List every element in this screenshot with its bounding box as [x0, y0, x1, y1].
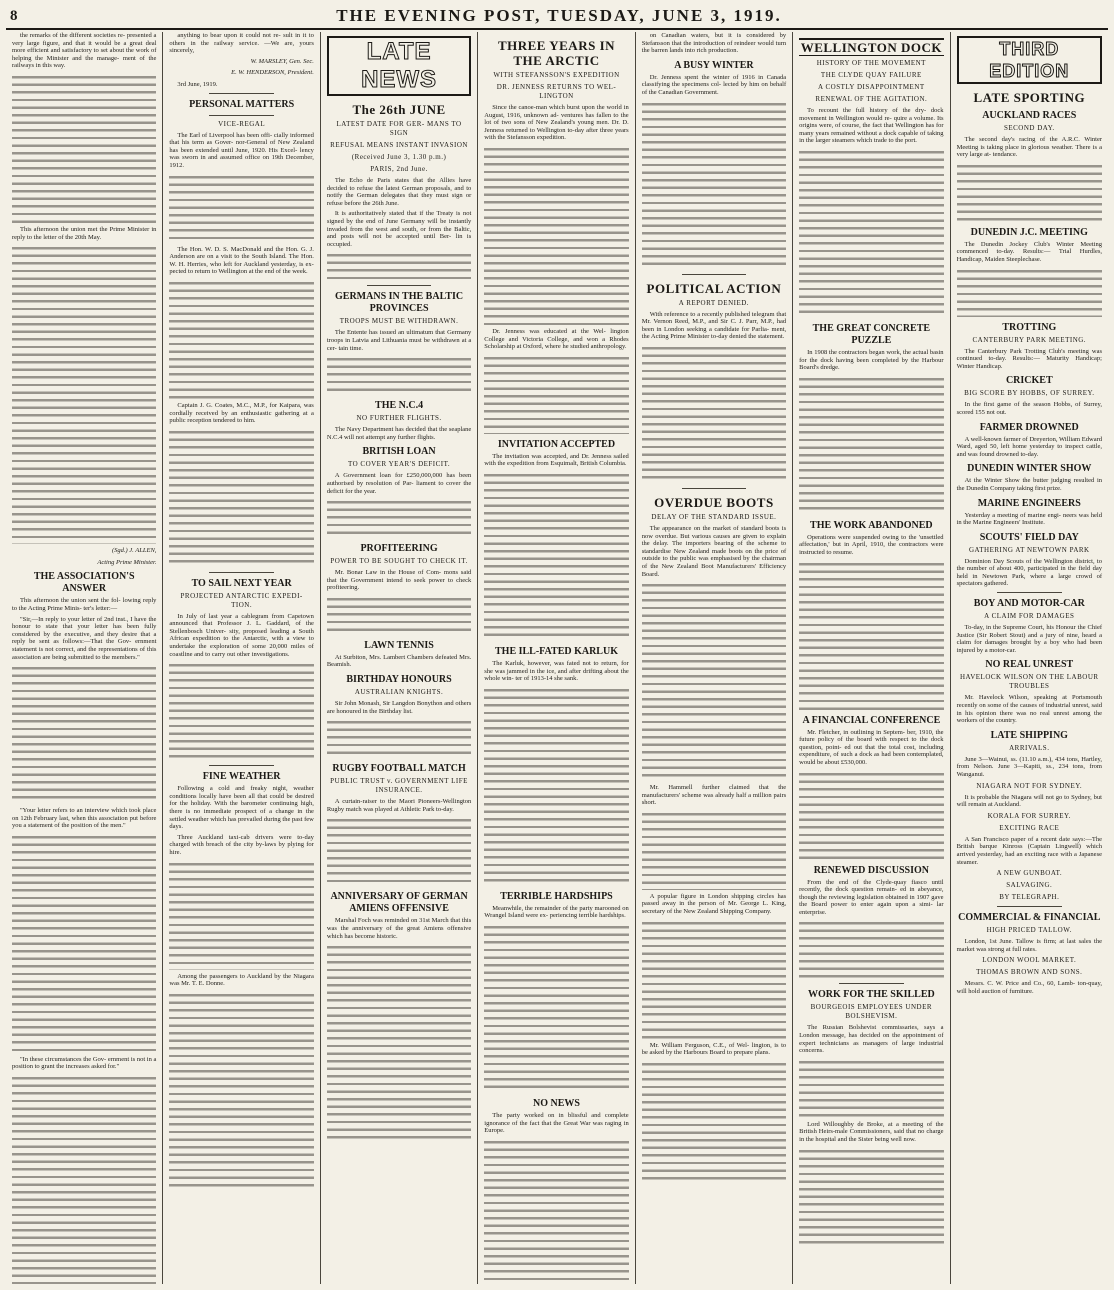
headline-fine-weather: FINE WEATHER	[202, 771, 281, 783]
subheading-refusal: REFUSAL MEANS INSTANT INVASION	[330, 141, 468, 149]
text-block	[327, 498, 471, 538]
article-text: Captain J. G. Coates, M.C., M.P., for Kaipara, was cordially received by an enthusiastic gathering at a public reception tendered to him.	[169, 401, 314, 425]
article-text: A well-known farmer of Dreyerton, William Edward Ward, aged 50, left home yesterday to inspect cattle, and was found drowned to-day.	[956, 435, 1102, 458]
headline-farmer-drowned: FARMER DROWNED	[979, 421, 1079, 433]
article-text: With reference to a recently published telegram that Mr. Vernon Reed, M.P., and Sir C. J. Parr, M.P., had been in London seeking a candidate for Parlia- ment, the Acting Prime Minister to-day denied the statement.	[641, 310, 787, 341]
article-text: Messrs. C. W. Price and Co., 60, Lamb- ton-quay, will hold auction of furniture.	[956, 980, 1102, 995]
headline-rugby: RUGBY FOOTBALL MATCH	[332, 763, 466, 775]
article-text: In the first game of the season Hobbs, of Surrey, scored 155 not out.	[956, 401, 1102, 416]
divider	[209, 115, 273, 116]
text-block	[799, 148, 943, 318]
subheading-bourgeois: BOURGEOIS EMPLOYEES UNDER BOLSHEVISM.	[810, 1003, 933, 1021]
article-text: Since the canoe-man which burst upon the world in August, 1916, unknown ad- ventures has fallen to the lot of two sons of New Zealand's young men. Dr. D. Jenness returned to Wellington to-day after three years with the Stefansson expedition.	[484, 104, 629, 142]
headline-no-news: NO NEWS	[533, 1097, 580, 1109]
article-text: A San Francisco paper of a recent date says:—The British barque Kinross (Captain Lingwell) which arrived yesterday, had an exciting race with a Japanese steamer.	[956, 835, 1102, 866]
subheading-hobbs: BIG SCORE BY HOBBS, OF SURREY.	[964, 389, 1095, 398]
headline-personal-matters: PERSONAL MATTERS	[189, 98, 295, 110]
headline-trotting: TROTTING	[1002, 321, 1057, 333]
subheading-latest-date: LATEST DATE FOR GER- MANS TO SIGN	[336, 120, 462, 137]
headline-work-abandoned: THE WORK ABANDONED	[810, 519, 933, 531]
column-3	[321, 32, 478, 1284]
article-text: Dr. Jenness was educated at the Wel- lington College and Victoria College, and won a Rhodes Scholarship at Oxford, where he studied anthropology.	[484, 327, 629, 351]
headline-nc4: THE N.C.4	[375, 400, 424, 412]
divider	[997, 592, 1062, 593]
subheading-knights: AUSTRALIAN KNIGHTS.	[354, 688, 444, 697]
article-text: To recount the full history of the dry- dock movement in Wellington would re- quire a volume. Its origins were, of course, the fact that Wellington has for many years remained without a dock capable of taking in the larger steamers which trade to the port.	[799, 107, 944, 145]
divider	[209, 93, 273, 94]
text-block	[327, 251, 471, 281]
article-text: Mr. Bonar Law in the House of Com- mons said that the Government intend to seek power to check profiteering.	[326, 569, 472, 592]
subheading-canterbury: CANTERBURY PARK MEETING.	[972, 335, 1087, 344]
article-text: Lord Willoughby de Broke, at a meeting of the British Heirs-male Commissioners, said that no charge in the hospital and the Sister being well now.	[799, 1120, 944, 1144]
subheading-no-flights: NO FURTHER FLIGHTS.	[356, 414, 442, 423]
subheading-vice-regal: VICE-REGAL	[218, 119, 266, 128]
signature-role: Acting Prime Minister.	[97, 558, 157, 566]
column-7	[951, 32, 1108, 1284]
article-text: the remarks of the different societies re- presented a very large figure, and that it would be a great deal more efficient and satisfactory to set about the work of helping the Minister and the manage- ment of the railways in this way.	[12, 32, 157, 70]
headline-late-shipping: LATE SHIPPING	[990, 729, 1068, 741]
subheading-niagara: NIAGARA NOT FOR SYDNEY.	[976, 781, 1083, 790]
text-block	[12, 664, 156, 804]
text-block	[169, 991, 313, 1191]
article-text: Mr. Havelock Wilson, speaking at Portsmouth recently on some of the causes of industrial unrest, said in his opinion there was no real unrest among the workers of the country.	[956, 694, 1102, 725]
subheading-exciting-race: EXCITING RACE	[999, 823, 1060, 832]
article-text: From the end of the Clyde-quay fiasco until recently, the dock question remain- ed in abeyance, though the reviewing legislation obtained in 1907 gave the Board power to enter again upon a simi- lar enterprise.	[799, 878, 944, 916]
divider	[682, 488, 746, 489]
subheading-havelock: HAVELOCK WILSON ON THE LABOUR TROUBLES	[960, 673, 1099, 691]
article-text: Mr. William Ferguson, C.E., of Wel- lington, is to be asked by the Harbours Board to prepare plans.	[641, 1041, 787, 1057]
article-text: Yesterday a meeting of marine engi- neers was held in the Marine Engineers' Institute.	[956, 511, 1102, 527]
article-text: In 1908 the contractors began work, the actual basin for the dock having been completed by the Harbour Board's dredge.	[799, 348, 944, 372]
article-text: "Your letter refers to an interview which took place on 12th February last, when this association put before you a statement of the position of the men."	[12, 807, 157, 830]
subheading-history: HISTORY OF THE MOVEMENT	[816, 59, 926, 67]
article-text: It is probable the Niagara will not go to Sydney, but will remain at Auckland.	[956, 793, 1102, 809]
column-6	[793, 32, 950, 1284]
text-block	[799, 1147, 943, 1247]
headline-wellington-dock: WELLINGTON DOCK	[800, 40, 942, 55]
column-5	[636, 32, 793, 1284]
text-block	[642, 919, 786, 1039]
subheading-korala: KORALA FOR SURREY.	[987, 811, 1071, 820]
subheading-arrivals: ARRIVALS.	[1009, 743, 1050, 752]
text-block	[327, 816, 471, 886]
article-text: A curtain-raiser to the Maori Pioneers-Wellington Rugby match was played at Athletic Park to-day.	[326, 798, 472, 813]
subheading-troops: TROOPS MUST BE WITHDRAWN.	[339, 317, 459, 326]
text-block	[799, 770, 943, 860]
text-block	[327, 718, 471, 758]
article-text: "In these circumstances the Gov- ernment is not in a position to grant the increases asked for."	[12, 1055, 157, 1071]
headline-birthday-honours: BIRTHDAY HONOURS	[346, 674, 452, 686]
article-text: Sir John Monash, Sir Langdon Bonython and others are honoured in the Birthday list.	[326, 700, 472, 715]
subheading-jenness: DR. JENNESS RETURNS TO WEL- LINGTON	[496, 83, 617, 100]
cable-credit: (Received June 3, 1.30 p.m.)	[351, 153, 447, 161]
third-edition-banner: THIRD EDITION	[957, 36, 1102, 84]
article-text: anything to bear upon it could not re- sult in it to others in the railway service. —We are, yours sincerely,	[169, 32, 314, 55]
subheading-tallow: HIGH PRICED TALLOW.	[986, 926, 1072, 935]
text-block	[642, 810, 786, 890]
late-news-banner: LATE NEWS	[327, 36, 471, 96]
headline-hardships: TERRIBLE HARDSHIPS	[500, 890, 613, 902]
subheading-wool: LONDON WOOL MARKET.	[982, 956, 1077, 965]
article-text: The Karluk, however, was fated not to return, for she was jammed in the ice, and after drifting about the whole win- ter of 1913-14 she sank.	[484, 659, 629, 683]
article-text: In July of last year a cablegram from Capetown announced that Professor J. L. Gaddard, of the Stellenbosch Univer- sity, proposed leading a South African expedition to the Antarctic, with a view to undertake the exploration of some 20,000 miles of coastline and to carry out other investigations.	[169, 612, 314, 658]
masthead	[6, 4, 1108, 30]
headline-profiteering: PROFITEERING	[360, 543, 438, 555]
text-block	[12, 73, 156, 223]
article-text: A Government loan for £250,000,000 has been authorised by resolution of Par- liament to cover the deficit for the year.	[326, 472, 472, 495]
text-block	[799, 560, 943, 710]
text-block	[169, 173, 313, 243]
divider	[997, 906, 1062, 907]
text-block	[12, 833, 156, 1053]
subheading-gunboat: A NEW GUNBOAT.	[996, 869, 1063, 878]
article-text: Dominion Day Scouts of the Wellington district, to the number of about 400, participated in the field day held in Newtown Park, where a large crowd of spectators gathered.	[956, 557, 1102, 588]
signature: W. MARSLEY, Gen. Sec.	[250, 57, 314, 65]
subheading-claim: A CLAIM FOR DAMAGES	[984, 612, 1075, 621]
subheading-costly: A COSTLY DISAPPOINTMENT	[818, 83, 925, 91]
article-text: Operations were suspended owing to the 'unsettled affectation,' but in April, 1910, the contractors were instructed to resume.	[799, 533, 944, 556]
article-text: The Entente has issued an ultimatum that Germany troops in Latvia and Lithuania must be withdrawn at a cer- tain time.	[326, 329, 472, 352]
headline-three-years-arctic: THREE YEARS IN THE ARCTIC	[497, 38, 616, 68]
headline-germans-baltic: GERMANS IN THE BALTIC PROVINCES	[335, 291, 464, 315]
article-text: To-day, in the Supreme Court, his Honour the Chief Justice (Sir Robert Stout) and a jury of nine, heard a claim for damages brought by a boy who had been injured by a motor-car.	[956, 624, 1102, 654]
newspaper-title: THE EVENING POST, TUESDAY, JUNE 3, 1919.	[336, 6, 782, 25]
column-4	[478, 32, 635, 1284]
text-block	[642, 100, 786, 270]
text-block	[484, 471, 628, 641]
article-text: London, 1st June. Tallow is firm; at last sales the market was strong at full rates.	[956, 938, 1102, 953]
headline-invitation: INVITATION ACCEPTED	[497, 438, 616, 450]
article-text: Following a cold and freaky night, weather conditions locally have been all that could be desired for the holiday. With the barometer continuing high, there is no immediate prospect of a change in the settled weather which has prevailed during the past few days.	[169, 785, 314, 831]
text-block	[484, 145, 628, 325]
article-text: Meanwhile, the remainder of the party marooned on Wrangel Island were ex- periencing terrible hardships.	[484, 904, 629, 920]
text-block	[642, 581, 786, 781]
subheading-public-trust: PUBLIC TRUST v. GOVERNMENT LIFE INSURANCE.	[330, 777, 468, 795]
text-block	[484, 1138, 628, 1284]
article-text: The Dunedin Jockey Club's Winter Meeting commenced to-day. Results:— Trial Hurdles, Handicap, Maiden Steeplechase.	[956, 240, 1102, 263]
text-block	[12, 1074, 156, 1284]
divider	[839, 983, 903, 984]
column-1	[6, 32, 163, 1284]
signature-role: E. W. HENDERSON, President.	[231, 69, 314, 77]
article-text: The second day's racing of the A.R.C. Winter Meeting is taking place in glorious weather. There is a very large at- tendance.	[956, 136, 1102, 159]
headline-dunedin-jc: DUNEDIN J.C. MEETING	[970, 226, 1088, 238]
headline-political-action: POLITICAL ACTION	[646, 280, 782, 296]
headline-busy-winter: A BUSY WINTER	[674, 59, 754, 71]
headline-cricket: CRICKET	[1005, 375, 1053, 387]
subheading-check: POWER TO BE SOUGHT TO CHECK IT.	[330, 557, 468, 566]
text-block	[642, 1060, 786, 1180]
subheading-delay: DELAY OF THE STANDARD ISSUE.	[651, 512, 777, 521]
text-block	[484, 354, 628, 434]
text-block	[799, 375, 943, 515]
headline-no-real-unrest: NO REAL UNREST	[985, 659, 1074, 671]
text-block	[484, 923, 628, 1093]
headline-26th-june: The 26th JUNE	[352, 102, 446, 117]
article-text: The Earl of Liverpool has been offi- cially informed that his term as Gover- nor-General of New Zealand has been extended until June, 1920. His Excel- lency was sworn in and assumed office on 19th December, 1912.	[169, 131, 314, 169]
text-block	[642, 344, 786, 484]
column-2	[163, 32, 320, 1284]
headline-late-sporting: LATE SPORTING	[973, 90, 1086, 105]
text-block	[327, 943, 471, 1143]
headline-lawn-tennis: LAWN TENNIS	[364, 639, 434, 651]
article-text: This afternoon the union met the Prime Minister in reply to the letter of the 20th May.	[12, 225, 157, 241]
article-text: A popular figure in London shipping circles has passed away in the person of Mr. George L. King, secretary of the New Zealand Shipping Company.	[641, 892, 787, 916]
text-block	[169, 428, 313, 568]
subheading-second-day: SECOND DAY.	[1003, 124, 1055, 132]
text-block	[12, 244, 156, 544]
article-text: Mr. Fletcher, in outlining in Septem- ber, 1910, the future policy of the board with respect to the dock question, point- ed out that the total cost, including expenditure, of such a dock as had been contemplated, would be about £530,000.	[799, 728, 944, 766]
subheading-clyde-quay: THE CLYDE QUAY FAILURE	[820, 71, 922, 79]
article-text: Three Auckland taxi-cab drivers were to-day charged with breach of the city by-laws by plying for hire.	[169, 833, 314, 856]
subheading-telegraph: BY TELEGRAPH.	[999, 893, 1060, 902]
headline-financial-conference: A FINANCIAL CONFERENCE	[802, 714, 941, 726]
article-text: Mr. Hammell further claimed that the manufacturers' scheme was already half a million pairs short.	[641, 784, 787, 807]
divider	[682, 274, 746, 275]
page-number: 8	[10, 7, 18, 24]
article-text: Dr. Jenness spent the winter of 1916 in Canada classifying the specimens col- lected by him on behalf of the Canadian Government.	[641, 73, 787, 96]
text-block	[169, 860, 313, 970]
newspaper-columns	[6, 32, 1108, 1284]
article-text: Marshal Foch was reminded on 31st March that this was the anniversary of the great Amiens offensive which has become historic.	[326, 917, 472, 940]
headline-work-for-skilled: WORK FOR THE SKILLED	[807, 989, 935, 1001]
text-block	[327, 355, 471, 395]
text-block	[484, 686, 628, 886]
headline-to-sail-next-year: TO SAIL NEXT YEAR	[191, 577, 292, 589]
headline-karluk: THE ILL-FATED KARLUK	[495, 645, 618, 657]
subheading-antarctic: PROJECTED ANTARCTIC EXPEDI- TION.	[180, 591, 303, 609]
article-text: The Russian Bolshevist commissaries, says a London message, has decided on the appointment of expert technicians as managers of large industrial concerns.	[799, 1024, 944, 1055]
subheading-newtown: GATHERING AT NEWTOWN PARK	[968, 545, 1090, 554]
text-block	[169, 661, 313, 761]
text-block	[957, 162, 1102, 222]
headline-marine-engineers: MARINE ENGINEERS	[977, 497, 1081, 509]
subheading-deficit: TO COVER YEAR'S DEFICIT.	[347, 460, 451, 469]
article-text: The Echo de Paris states that the Allies have decided to refuse the latest German proposals, and to notify the German delegates that they must sign or refuse before the 26th June.	[326, 177, 472, 207]
headline-associations-answer: THE ASSOCIATION'S ANSWER	[33, 571, 135, 595]
subheading-stefansson: WITH STEFANSSON'S EXPEDITION	[493, 71, 620, 79]
text-block	[799, 919, 943, 979]
signature: (Sgd.) J. ALLEN,	[111, 547, 157, 555]
subheading-thomas-brown: THOMAS BROWN AND SONS.	[976, 968, 1083, 977]
article-text: June 3—Wainui, ss. (11.10 a.m.), 434 tons, Hartley, from Nelson. June 3—Kapiti, ss., 234 tons, from Wanganui.	[956, 755, 1102, 778]
article-text: At Surbiton, Mrs. Lambert Chambers defeated Mrs. Beamish.	[326, 653, 472, 669]
divider	[367, 285, 431, 286]
letter-date: 3rd June, 1919.	[177, 80, 218, 88]
headline-concrete-puzzle: THE GREAT CONCRETE PUZZLE	[812, 322, 931, 346]
headline-overdue-boots: OVERDUE BOOTS	[654, 494, 774, 510]
article-text: This afternoon the union sent the fol- lowing reply to the Acting Prime Minis- ter's letter:—	[12, 597, 157, 612]
text-block	[957, 267, 1102, 317]
dateline: PARIS, 2nd June.	[370, 165, 428, 173]
subheading-salvaging: SALVAGING.	[1006, 881, 1053, 890]
article-text: The Navy Department has decided that the seaplane N.C.4 will not attempt any further flights.	[326, 426, 472, 441]
subheading-report-denied: A REPORT DENIED.	[678, 298, 750, 307]
headline-scouts: SCOUTS' FIELD DAY	[979, 531, 1079, 543]
text-block	[169, 279, 313, 399]
headline-winter-show: DUNEDIN WINTER SHOW	[967, 463, 1092, 475]
headline-amiens: ANNIVERSARY OF GERMAN AMIENS OFFENSIVE	[330, 891, 468, 915]
article-text: on Canadian waters, but it is considered by Stefansson that the introduction of reindeer would turn the barren lands into rich production.	[641, 32, 787, 55]
article-text: The party worked on in blissful and complete ignorance of the fact that the Great War was raging in Europe.	[484, 1111, 629, 1135]
headline-commercial: COMMERCIAL & FINANCIAL	[958, 912, 1101, 924]
headline-boy-motor-car: BOY AND MOTOR-CAR	[973, 598, 1085, 610]
article-text: The Hon. W. D. S. MacDonald and the Hon. G. J. Anderson are on a visit to the South Island. The Hon. W. H. Herries, who left for Auckland yesterday, is ex- pected to return to Wellington at the end of the week.	[169, 245, 314, 276]
text-block	[327, 595, 471, 635]
headline-auckland-races: AUCKLAND RACES	[982, 110, 1077, 121]
article-text: "Sir,—In reply to your letter of 2nd inst., I have the honour to state that your letter has been fully considered by the executive, and they desire that a reply be sent as follows:—That the Gov- ernment statement is not correct, and the representations of this association are being submitted to the members."	[12, 615, 157, 661]
text-block	[799, 1058, 943, 1118]
divider	[209, 572, 273, 573]
divider	[209, 765, 273, 766]
headline-renewed-discussion: RENEWED DISCUSSION	[813, 864, 929, 876]
article-text: The appearance on the market of standard boots is now overdue. But various causes are given to explain the delay. The importers bearing of the scheme to standardise New Zealand made boots on the price of outside to the public was emphasised by the chairman of the New Zealand Boot Manufacturers' Efficiency Board.	[641, 524, 787, 578]
article-text: It is authoritatively stated that if the Treaty is not signed by the end of June Germany will be instantly invaded from the west and south, or from the Baltic, and posts will not be accepted until Ber- lin is occupied.	[326, 210, 472, 248]
subheading-renewal: RENEWAL OF THE AGITATION.	[815, 95, 928, 103]
article-text: At the Winter Show the butter judging resulted in the Dunedin Company taking first prize.	[956, 477, 1102, 492]
article-text: Among the passengers to Auckland by the Niagara was Mr. T. E. Donne.	[169, 972, 314, 988]
headline-british-loan: BRITISH LOAN	[362, 446, 436, 458]
article-text: The Canterbury Park Trotting Club's meeting was continued to-day. Results:— Maturity Handicap; Winter Handicap.	[956, 347, 1102, 370]
article-text: The invitation was accepted, and Dr. Jenness sailed with the expedition from Esquimalt, British Columbia.	[484, 452, 629, 468]
